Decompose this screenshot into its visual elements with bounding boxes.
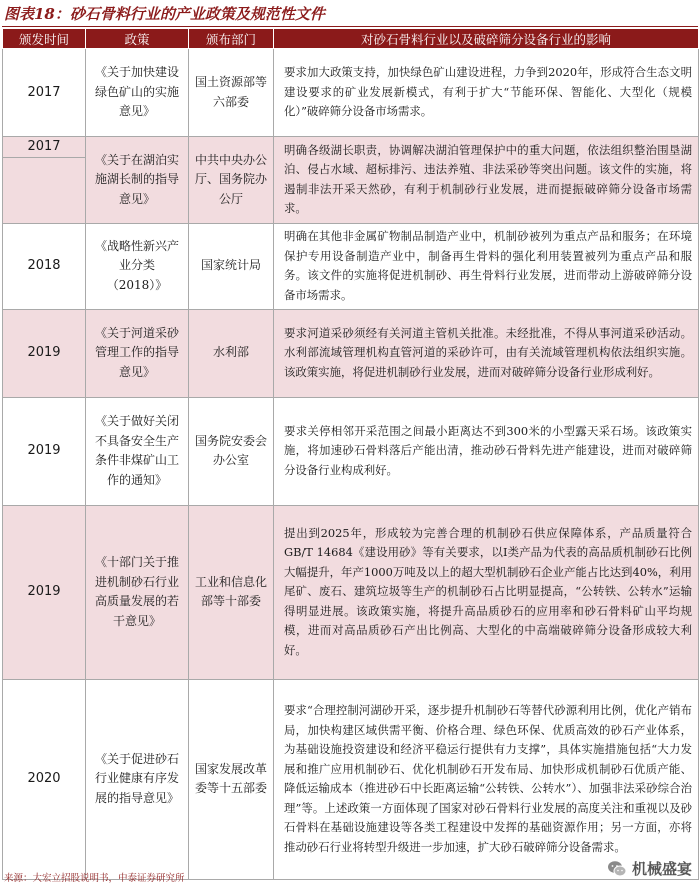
header-policy: 政策 xyxy=(86,29,189,49)
row-impact: 要求河道采砂须经有关河道主管机关批准。未经批准，不得从事河道采砂活动。水利部流域管理机构直管河道的采砂许可，由有关流域管理机构依法组织实施。该政策实施，将促进机制砂行业发展，进而对破碎筛分设备行业形成利好。 xyxy=(274,309,699,397)
row-year: 2018 xyxy=(3,223,86,309)
row-policy: 《战略性新兴产业分类（2018）》 xyxy=(86,223,189,309)
table-row xyxy=(3,397,699,505)
source-note: 来源：大宏立招股说明书，中泰证券研究所 xyxy=(4,873,185,884)
row-department: 国家发展改革委等十五部委 xyxy=(189,679,274,879)
row-policy: 《关于做好关闭不具备安全生产条件非煤矿山工作的通知》 xyxy=(86,397,189,505)
row-year: 2019 xyxy=(3,309,86,397)
table-row xyxy=(3,49,699,137)
row-impact: 明确在其他非金属矿物制品制造产业中，机制砂被列为重点产品和服务；在环境保护专用设备制造产业中，制备再生骨料的强化利用装置被列为重点产品和服务。该文件的实施将促进机制砂、再生骨料行业发展，进而带动上游破碎筛分设备市场需求。 xyxy=(274,223,699,309)
watermark-text: 机械盛宴 xyxy=(631,860,692,878)
row-year-empty xyxy=(3,157,86,223)
row-year: 2017 xyxy=(3,137,86,158)
row-year: 2020 xyxy=(3,679,86,879)
row-year: 2019 xyxy=(3,505,86,679)
row-department: 水利部 xyxy=(189,309,274,397)
table-row xyxy=(3,505,699,679)
row-policy: 《关于河道采砂管理工作的指导意见》 xyxy=(86,309,189,397)
row-policy: 《关于在湖泊实施湖长制的指导意见》 xyxy=(86,137,189,224)
watermark xyxy=(607,858,692,879)
table-row xyxy=(3,309,699,397)
row-policy: 《关于促进砂石行业健康有序发展的指导意见》 xyxy=(86,679,189,879)
row-department: 国务院安委会办公室 xyxy=(189,397,274,505)
header-year: 颁发时间 xyxy=(3,29,86,49)
table-row xyxy=(3,137,699,158)
wechat-icon xyxy=(607,860,627,878)
policy-table xyxy=(2,28,699,880)
row-department: 中共中央办公厅、国务院办公厅 xyxy=(189,137,274,224)
row-policy: 《十部门关于推进机制砂石行业高质量发展的若干意见》 xyxy=(86,505,189,679)
row-department: 工业和信息化部等十部委 xyxy=(189,505,274,679)
row-impact: 要求加大政策支持，加快绿色矿山建设进程，力争到2020年，形成符合生态文明建设要求的矿业发展新模式，有利于扩大“节能环保、智能化、大型化（规模化）”破碎筛分设备市场需求。 xyxy=(274,49,699,137)
row-impact: 提出到2025年，形成较为完善合理的机制砂石供应保障体系，产品质量符合GB/T 14684《建设用砂》等有关要求，以Ⅰ类产品为代表的高品质机制砂石比例大幅提升，年产1000万吨及以上的超大型机制砂石企业产能占比达到40%，利用尾矿、废石、建筑垃圾等生产的机制砂石占比明显提高，“公转铁、公转水”运输得明显进展。该政策实施，将提升高品质砂石的应用率和砂石骨料矿山平均规模，进而对高品质砂石产出比例高、大型化的中高端破碎筛分设备形成较大利好。 xyxy=(274,505,699,679)
row-year: 2019 xyxy=(3,397,86,505)
table-row xyxy=(3,679,699,879)
header-impact: 对砂石骨料行业以及破碎筛分设备行业的影响 xyxy=(274,29,699,49)
row-impact: 要求“合理控制河湖砂开采，逐步提升机制砂石等替代砂源利用比例，优化产销布局，加快构建区域供需平衡、价格合理、绿色环保、优质高效的砂石产业体系，为基础设施投资建设和经济平稳运行提供有力支撑”，具体实施措施包括“大力发展和推广应用机制砂石、优化机制砂石开发布局、加快形成机制砂石优质产能、降低运输成本（推进砂石中长距离运输“公转铁、公转水”）、加强非法采砂综合治理”等。上述政策一方面体现了国家对砂石骨料行业发展的高度关注和重视以及砂石骨料在基础设施建设等各类工程建设中发挥的基础资源作用；另一方面，亦将推动砂石行业将转型升级进一步加速，扩大砂石破碎筛分设备需求。 xyxy=(274,679,699,879)
row-department: 国土资源部等六部委 xyxy=(189,49,274,137)
table-header-row xyxy=(3,29,699,49)
figure-title: 图表18：砂石骨料行业的产业政策及规范性文件 xyxy=(4,5,325,23)
row-impact: 要求关停相邻开采范围之间最小距离达不到300米的小型露天采石场。该政策实施，将加速砂石骨料落后产能出清，推动砂石骨料先进产能建设，进而对破碎筛分设备行业构成利好。 xyxy=(274,397,699,505)
row-department: 国家统计局 xyxy=(189,223,274,309)
row-year: 2017 xyxy=(3,49,86,137)
row-impact: 明确各级湖长职责，协调解决湖泊管理保护中的重大问题，依法组织整治围垦湖泊、侵占水域、超标排污、违法养殖、非法采砂等突出问题。该文件的实施，将遏制非法开采天然砂，有利于机制砂行业发展，进而提振破碎筛分设备市场需求。 xyxy=(274,137,699,224)
title-rule xyxy=(2,26,698,27)
row-policy: 《关于加快建设绿色矿山的实施意见》 xyxy=(86,49,189,137)
table-row xyxy=(3,223,699,309)
header-department: 颁布部门 xyxy=(189,29,274,49)
